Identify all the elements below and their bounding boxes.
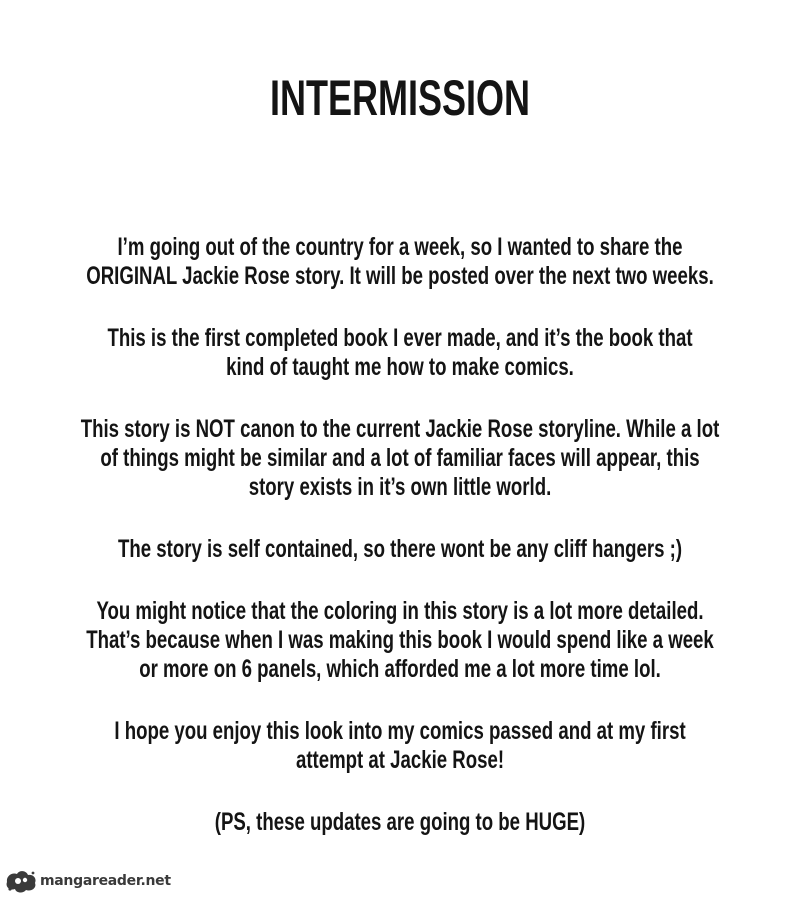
paragraph-line: or more on 6 panels, which afforded me a lot more time lol.: [139, 655, 661, 683]
paragraph-1: [13, 233, 788, 291]
watermark: [4, 866, 171, 896]
paragraph-3: [13, 415, 788, 502]
paragraph-line: That’s because when I was making this book I would spend like a week: [86, 626, 714, 654]
paragraph-line: (PS, these updates are going to be HUGE): [214, 808, 586, 836]
paragraph-line: story exists in it’s own little world.: [248, 473, 552, 501]
blot-logo-icon: [4, 868, 38, 894]
page-title: INTERMISSION: [269, 70, 531, 126]
paragraph-7: [13, 808, 788, 837]
paragraph-line: attempt at Jackie Rose!: [295, 746, 505, 774]
paragraph-line: This story is NOT canon to the current Jackie Rose storyline. While a lot: [80, 415, 720, 443]
paragraph-5: [13, 597, 788, 684]
paragraph-line: You might notice that the coloring in this story is a lot more detailed.: [96, 597, 704, 625]
paragraph-line: of things might be similar and a lot of familiar faces will appear, this: [100, 444, 700, 472]
paragraph-line: The story is self contained, so there wont be any cliff hangers ;): [117, 535, 683, 563]
paragraph-2: [13, 324, 788, 382]
paragraph-line: This is the first completed book I ever made, and it’s the book that: [107, 324, 693, 352]
paragraph-6: [13, 717, 788, 775]
paragraph-line: kind of taught me how to make comics.: [226, 353, 574, 381]
paragraph-line: I’m going out of the country for a week, so I wanted to share the: [117, 233, 683, 261]
paragraph-line: ORIGINAL Jackie Rose story. It will be posted over the next two weeks.: [86, 262, 714, 290]
watermark-text: mangareader.net: [40, 873, 171, 889]
paragraph-line: I hope you enjoy this look into my comics passed and at my first: [114, 717, 686, 745]
page-body: [0, 208, 800, 870]
paragraph-4: [13, 535, 788, 564]
